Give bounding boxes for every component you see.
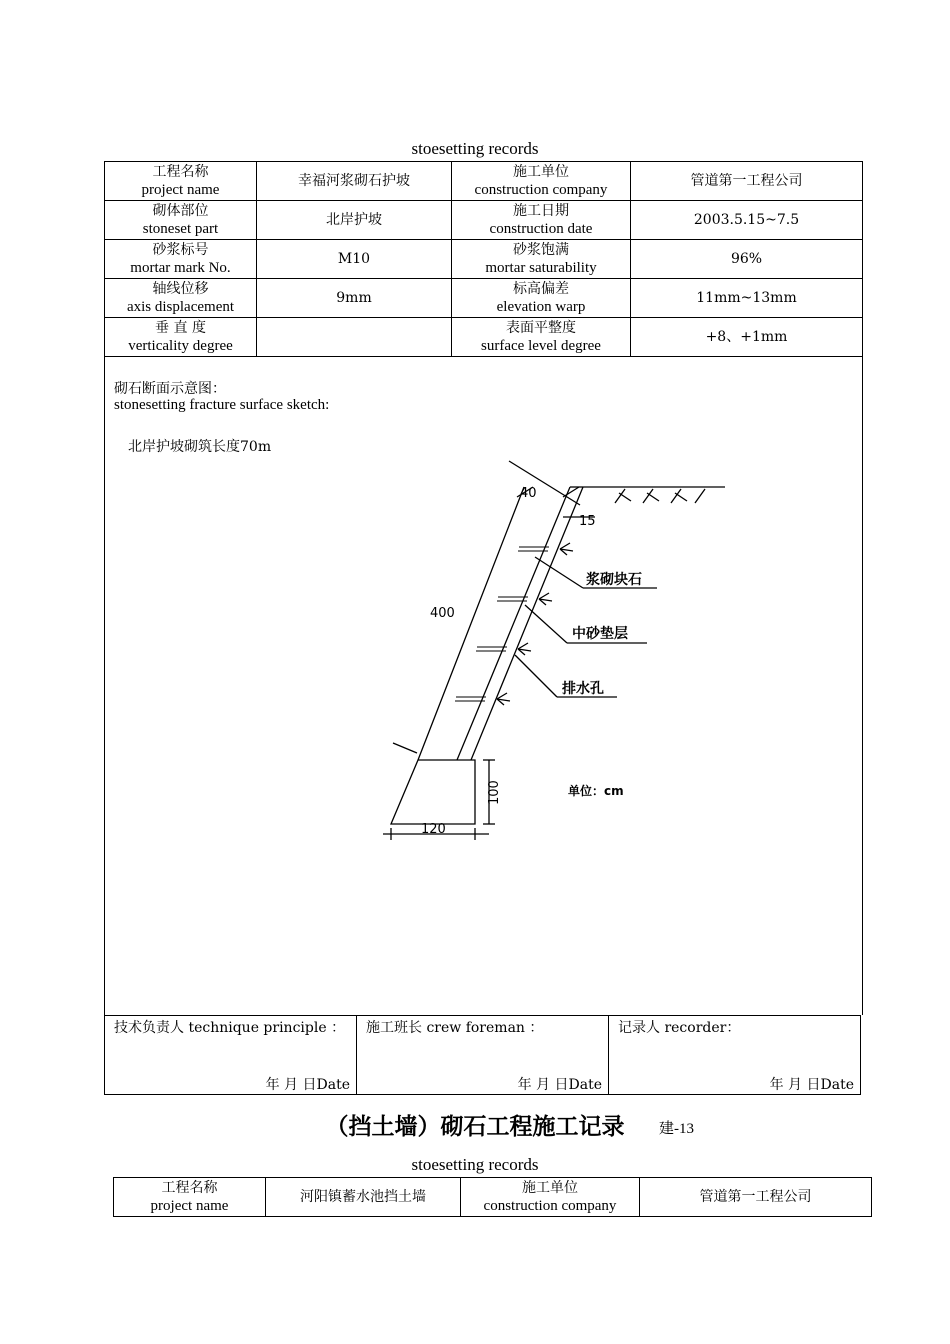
field-value: 管道第一工程公司 [640, 1178, 872, 1217]
table-row [105, 240, 863, 279]
table-row [114, 1178, 872, 1217]
signature-label: 技术负责人 technique principle ： [114, 1020, 346, 1036]
field-label: 砂浆标号 mortar mark No. [105, 240, 257, 279]
field-label: 表面平整度 surface level degree [452, 318, 631, 357]
record1-title: stoesetting records [411, 139, 539, 158]
sketch-label-en: stonesetting fracture surface sketch: [114, 397, 330, 413]
table-row [105, 279, 863, 318]
signature-label: 记录人 recorder： [618, 1020, 741, 1036]
signature-date: 年 月 日Date [769, 1077, 854, 1093]
dim-base-width-label: 120 [421, 822, 446, 837]
field-label: 施工日期 construction date [452, 201, 631, 240]
field-value: 幸福河浆砌石护坡 [257, 162, 452, 201]
field-value: 9mm [257, 279, 452, 318]
field-value: 北岸护坡 [257, 201, 452, 240]
field-label: 轴线位移 axis displacement [105, 279, 257, 318]
unit-note: 单位：cm [568, 784, 624, 798]
field-label: 砌体部位 stoneset part [105, 201, 257, 240]
record2-heading: （挡土墙）砌石工程施工记录 [325, 1114, 625, 1140]
field-label: 工程名称 project name [114, 1178, 266, 1217]
field-label: 工程名称 project name [105, 162, 257, 201]
record2-title: stoesetting records [411, 1155, 539, 1174]
sketch-area [104, 357, 863, 1015]
dim-slope-length-label: 400 [430, 606, 455, 621]
field-value: M10 [257, 240, 452, 279]
slope-section-diagram [105, 447, 862, 947]
callout-stone: 浆砌块石 [586, 572, 642, 588]
record2-info-table [113, 1177, 872, 1217]
form-code: 建-13 [659, 1121, 694, 1137]
record1-info-table [104, 161, 863, 357]
field-value: 河阳镇蓄水池挡土墙 [266, 1178, 461, 1217]
field-value: 96% [631, 240, 863, 279]
dim-cushion-label: 15 [579, 514, 596, 529]
table-row [105, 201, 863, 240]
signature-date: 年 月 日Date [517, 1077, 602, 1093]
field-label: 砂浆饱满 mortar saturability [452, 240, 631, 279]
table-row [105, 318, 863, 357]
signature-foreman [357, 1016, 609, 1094]
signature-row [104, 1015, 861, 1095]
field-value: 管道第一工程公司 [631, 162, 863, 201]
field-value [257, 318, 452, 357]
field-label: 垂 直 度 verticality degree [105, 318, 257, 357]
field-label: 施工单位 construction company [461, 1178, 640, 1217]
callout-sand: 中砂垫层 [572, 626, 628, 642]
table-row [105, 162, 863, 201]
field-value: 2003.5.15~7.5 [631, 201, 863, 240]
field-value: 11mm~13mm [631, 279, 863, 318]
field-label: 施工单位 construction company [452, 162, 631, 201]
field-label: 标高偏差 elevation warp [452, 279, 631, 318]
sketch-note: 北岸护坡砌筑长度70m [128, 439, 272, 455]
sketch-label-cn: 砌石断面示意图： [114, 381, 226, 397]
signature-technique [105, 1016, 357, 1094]
dim-thickness-label: 40 [520, 486, 537, 501]
field-value: +8、+1mm [631, 318, 863, 357]
signature-date: 年 月 日Date [265, 1077, 350, 1093]
dim-base-height-label: 100 [487, 780, 502, 805]
signature-recorder [609, 1016, 860, 1094]
signature-label: 施工班长 crew foreman ： [366, 1020, 544, 1036]
callout-drain: 排水孔 [562, 681, 604, 697]
